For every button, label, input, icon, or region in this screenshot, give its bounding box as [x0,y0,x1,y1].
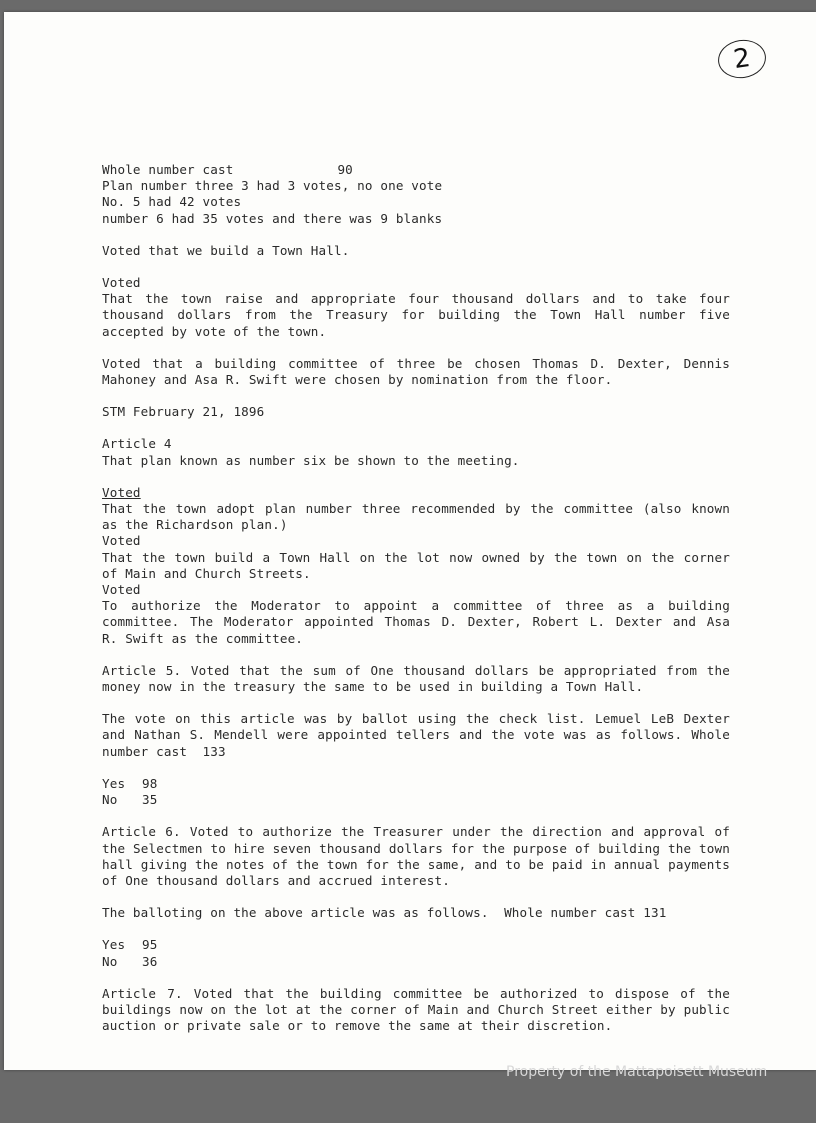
vote-town-hall: Voted that we build a Town Hall. [102,242,350,258]
article6-line: of One thousand dollars and accrued interest. [102,872,450,888]
vote-a-line: That the town adopt plan number three recommended by the committee (also known [102,501,730,517]
plan-five-line: No. 5 had 42 votes [102,194,242,210]
voted-label: Voted [102,582,141,598]
ballot5-line: and Nathan S. Mendell were appointed tellers and the vote was as follows. Whole [102,727,730,743]
voted-label: Voted [102,275,141,291]
article7-line: Article 7. Voted that the building committee be authorized to dispose of the [102,985,730,1001]
ballot5-line: number cast 133 [102,743,226,759]
article7-line: buildings now on the lot at the corner of Main and Church Street either by public [102,1001,730,1017]
vote-b-line: That the town build a Town Hall on the lot now owned by the town on the corner [102,549,730,565]
vote-c-line: committee. The Moderator appointed Thomas D. Dexter, Robert L. Dexter and Asa [102,614,730,630]
vote-a-line: as the Richardson plan.) [102,517,288,533]
tally6-no: No 36 [102,953,158,969]
voted-label: Voted [102,533,141,549]
article5-line: money now in the treasury the same to be used in building a Town Hall. [102,679,644,695]
raise-money-line: That the town raise and appropriate four thousand dollars and to take four [102,291,730,307]
article6-line: the Selectmen to hire seven thousand dollars for the purpose of building the town [102,840,730,856]
article4-heading: Article 4 [102,436,172,452]
ballot6-line: The balloting on the above article was as follows. Whole number cast 131 [102,905,667,921]
ballot5-line: The vote on this article was by ballot using the check list. Lemuel LeB Dexter [102,711,730,727]
document-body [102,162,730,1034]
article6-line: Article 6. Voted to authorize the Treasurer under the direction and approval of [102,824,730,840]
page-number: 2 [716,37,769,81]
whole-number-value: 90 [337,162,353,177]
article6-line: hall giving the notes of the town for the same, and to be paid in annual payments [102,856,730,872]
tally6-yes: Yes 95 [102,937,158,953]
raise-money-line: accepted by vote of the town. [102,323,327,339]
vote-c-line: R. Swift as the committee. [102,630,304,646]
tally5-no: No 35 [102,792,158,808]
article4-text: That plan known as number six be shown to the meeting. [102,452,520,468]
raise-money-line: thousand dollars from the Treasury for building the Town Hall number five [102,307,730,323]
voted-label-underlined: Voted [102,484,141,500]
article7-line: auction or private sale or to remove the same at their discretion. [102,1018,613,1034]
whole-number-label: Whole number cast [102,162,234,177]
plan-three-line: Plan number three 3 had 3 votes, no one vote [102,178,443,194]
vote-b-line: of Main and Church Streets. [102,565,311,581]
committee-line: Voted that a building committee of three be chosen Thomas D. Dexter, Dennis [102,355,730,371]
article5-line: Article 5. Voted that the sum of One thousand dollars be appropriated from the [102,662,730,678]
museum-watermark: Property of the Mattapoisett Museum [506,1064,768,1080]
plan-six-line: number 6 had 35 votes and there was 9 blanks [102,210,443,226]
vote-c-line: To authorize the Moderator to appoint a committee of three as a building [102,598,730,614]
committee-line: Mahoney and Asa R. Swift were chosen by nomination from the floor. [102,372,613,388]
document-page [4,12,816,1070]
stm-heading: STM February 21, 1896 [102,404,265,420]
whole-number-row [102,162,730,178]
tally5-yes: Yes 98 [102,775,158,791]
